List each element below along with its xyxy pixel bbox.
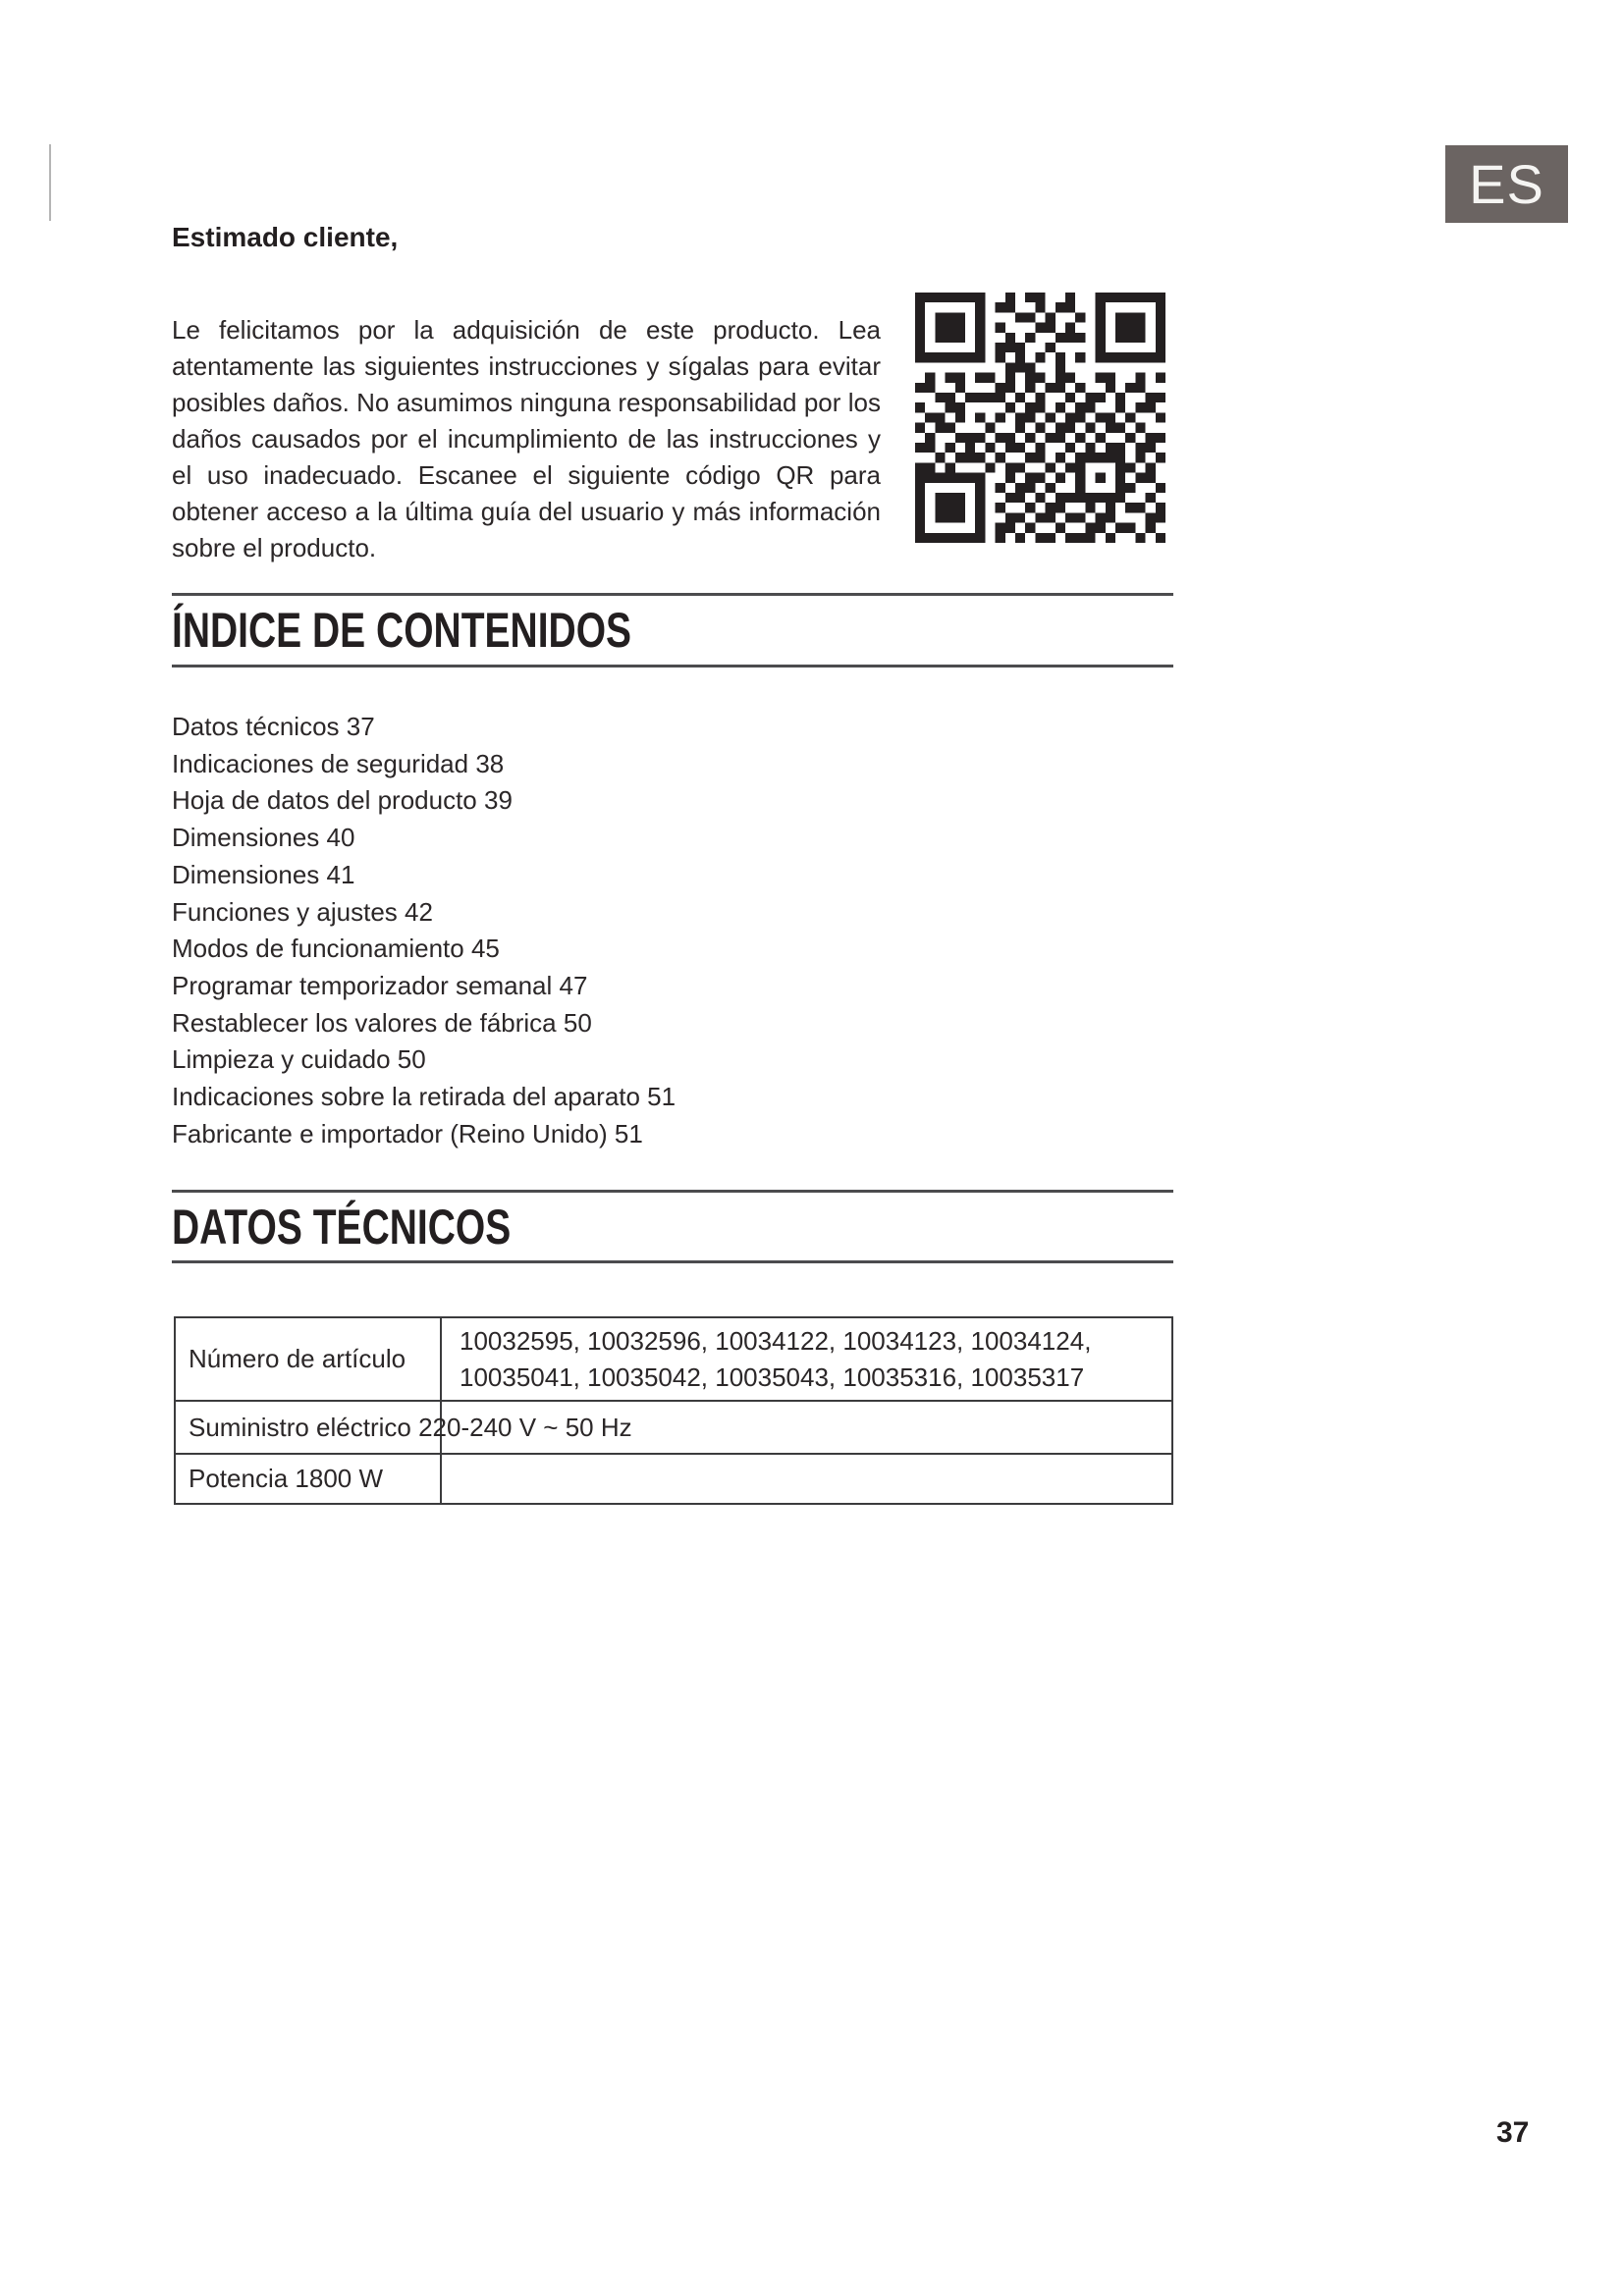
toc-entry: Programar temporizador semanal 47 (172, 970, 588, 1000)
print-crop-mark (49, 144, 51, 221)
table-cell-label: Potencia 1800 W (189, 1464, 384, 1493)
intro-paragraph: Le felicitamos por la adquisición de este producto. Lea atentamente las siguientes instrucciones y sígalas para evitar posibles daños. No asumimos ninguna responsabilidad por los daños causados por el incumplimiento de las instrucciones y el uso inadecuado. Escanee el siguiente código QR para obtener acceso a la última guía del usuario y más información sobre el producto. (172, 315, 881, 562)
toc-entry: Limpieza y cuidado 50 (172, 1044, 426, 1075)
toc-entry: Fabricante e importador (Reino Unido) 51 (172, 1118, 643, 1148)
toc-entry: Datos técnicos 37 (172, 712, 375, 741)
toc-entry: Dimensiones 40 (172, 823, 355, 853)
tech-title: DATOS TÉCNICOS (172, 1199, 512, 1255)
table-row-article-number (176, 1318, 1171, 1400)
tech-data-table (174, 1316, 1173, 1505)
article-numbers-line-2: 10035041, 10035042, 10035043, 10035316, 10035317 (460, 1362, 1085, 1392)
toc-entry: Indicaciones sobre la retirada del aparato 51 (172, 1082, 677, 1112)
table-cell-label: Número de artículo (189, 1344, 406, 1373)
toc-entry: Funciones y ajustes 42 (172, 896, 433, 927)
toc-section-header (172, 593, 1173, 667)
tech-section-header (172, 1190, 1173, 1263)
toc-title: ÍNDICE DE CONTENIDOS (172, 603, 632, 658)
language-tab-label: ES (1469, 153, 1544, 215)
toc-entry: Hoja de datos del producto 39 (172, 785, 513, 816)
article-numbers-line-1: 10032595, 10032596, 10034122, 10034123, 10034124, (460, 1325, 1092, 1356)
toc-entry: Modos de funcionamiento 45 (172, 934, 500, 964)
toc-entry: Restablecer los valores de fábrica 50 (172, 1007, 592, 1038)
toc-entry: Dimensiones 41 (172, 859, 355, 889)
table-cell-label: Suministro eléctrico 220-240 V ~ 50 Hz (189, 1412, 632, 1442)
table-cell-value (442, 1323, 1091, 1396)
language-tab (1445, 145, 1568, 223)
toc-entry: Indicaciones de seguridad 38 (172, 748, 505, 778)
table-row-power-supply (176, 1400, 1171, 1453)
table-row-power (176, 1453, 1171, 1503)
toc-list (172, 709, 1056, 1152)
qr-code (915, 293, 1165, 543)
page-number: 37 (1496, 2116, 1530, 2149)
greeting-heading: Estimado cliente, (172, 222, 399, 252)
